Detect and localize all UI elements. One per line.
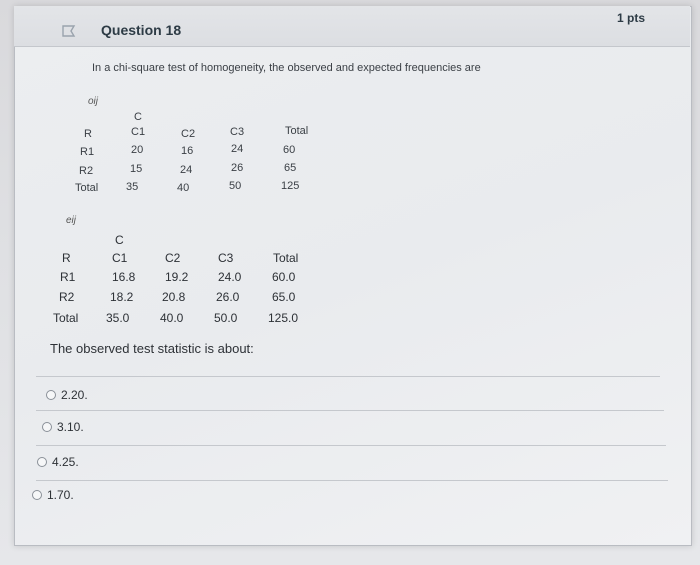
expected-row-total-label: Total (53, 311, 79, 325)
radio-circle-icon[interactable] (42, 422, 52, 432)
observed-total-c2: 40 (177, 182, 190, 194)
expected-r1-c3: 24.0 (218, 270, 242, 284)
answer-divider (36, 410, 664, 411)
expected-row-header: R (62, 251, 71, 265)
expected-total-c3: 50.0 (214, 311, 238, 325)
radio-circle-icon[interactable] (37, 457, 47, 467)
expected-corner-c: C (115, 233, 124, 247)
observed-r2-total: 65 (284, 162, 297, 174)
answer-divider (36, 480, 668, 481)
expected-col-c2: C2 (165, 251, 181, 265)
expected-r2-c2: 20.8 (162, 290, 186, 304)
observed-corner-c: C (134, 111, 142, 123)
observed-row-r2-label: R2 (79, 165, 94, 177)
expected-r2-total: 65.0 (272, 290, 296, 304)
observed-row-header: R (84, 128, 92, 140)
observed-r2-c1: 15 (130, 163, 143, 175)
answer-option-label: 2.20. (61, 388, 88, 402)
observed-r1-total: 60 (283, 144, 296, 156)
observed-r2-c2: 24 (180, 164, 193, 176)
expected-r1-c2: 19.2 (165, 270, 189, 284)
radio-circle-icon[interactable] (46, 390, 56, 400)
expected-r1-c1: 16.8 (112, 270, 136, 284)
expected-col-c1: C1 (112, 251, 128, 265)
answer-option-2[interactable] (42, 420, 84, 434)
question-title: Question 18 (101, 22, 182, 38)
flag-icon[interactable] (62, 25, 76, 37)
observed-r1-c1: 20 (131, 144, 144, 156)
question-prompt: In a chi-square test of homogeneity, the observed and expected frequencies are (92, 62, 481, 74)
expected-total-total: 125.0 (268, 311, 299, 325)
observed-total-c1: 35 (126, 181, 139, 193)
expected-row-r1-label: R1 (60, 270, 76, 284)
observed-label: oij (88, 96, 99, 107)
expected-total-c2: 40.0 (160, 311, 184, 325)
answer-divider (36, 445, 666, 446)
answer-option-4[interactable] (32, 488, 74, 502)
answer-option-1[interactable] (46, 388, 88, 402)
observed-total-c3: 50 (229, 180, 242, 192)
answer-option-label: 3.10. (57, 420, 84, 434)
points-label: 1 pts (617, 11, 646, 25)
observed-r2-c3: 26 (231, 162, 244, 174)
observed-r1-c3: 24 (231, 143, 244, 155)
expected-r2-c3: 26.0 (216, 290, 240, 304)
answer-option-label: 1.70. (47, 488, 74, 502)
answer-option-label: 4.25. (52, 455, 79, 469)
observed-row-r1-label: R1 (80, 146, 95, 158)
observed-r1-c2: 16 (181, 145, 194, 157)
answer-divider (36, 376, 660, 377)
expected-r1-total: 60.0 (272, 270, 296, 284)
observed-col-total: Total (285, 125, 309, 137)
question-ask: The observed test statistic is about: (50, 341, 254, 356)
observed-row-total-label: Total (75, 182, 99, 194)
observed-total-total: 125 (281, 180, 300, 192)
expected-r2-c1: 18.2 (110, 290, 134, 304)
expected-row-r2-label: R2 (59, 290, 75, 304)
expected-col-total: Total (273, 251, 299, 265)
radio-circle-icon[interactable] (32, 490, 42, 500)
expected-col-c3: C3 (218, 251, 234, 265)
expected-label: eij (66, 215, 77, 226)
observed-col-c3: C3 (230, 126, 245, 138)
observed-col-c2: C2 (181, 128, 196, 140)
observed-col-c1: C1 (131, 126, 146, 138)
expected-total-c1: 35.0 (106, 311, 130, 325)
answer-option-3[interactable] (37, 455, 79, 469)
